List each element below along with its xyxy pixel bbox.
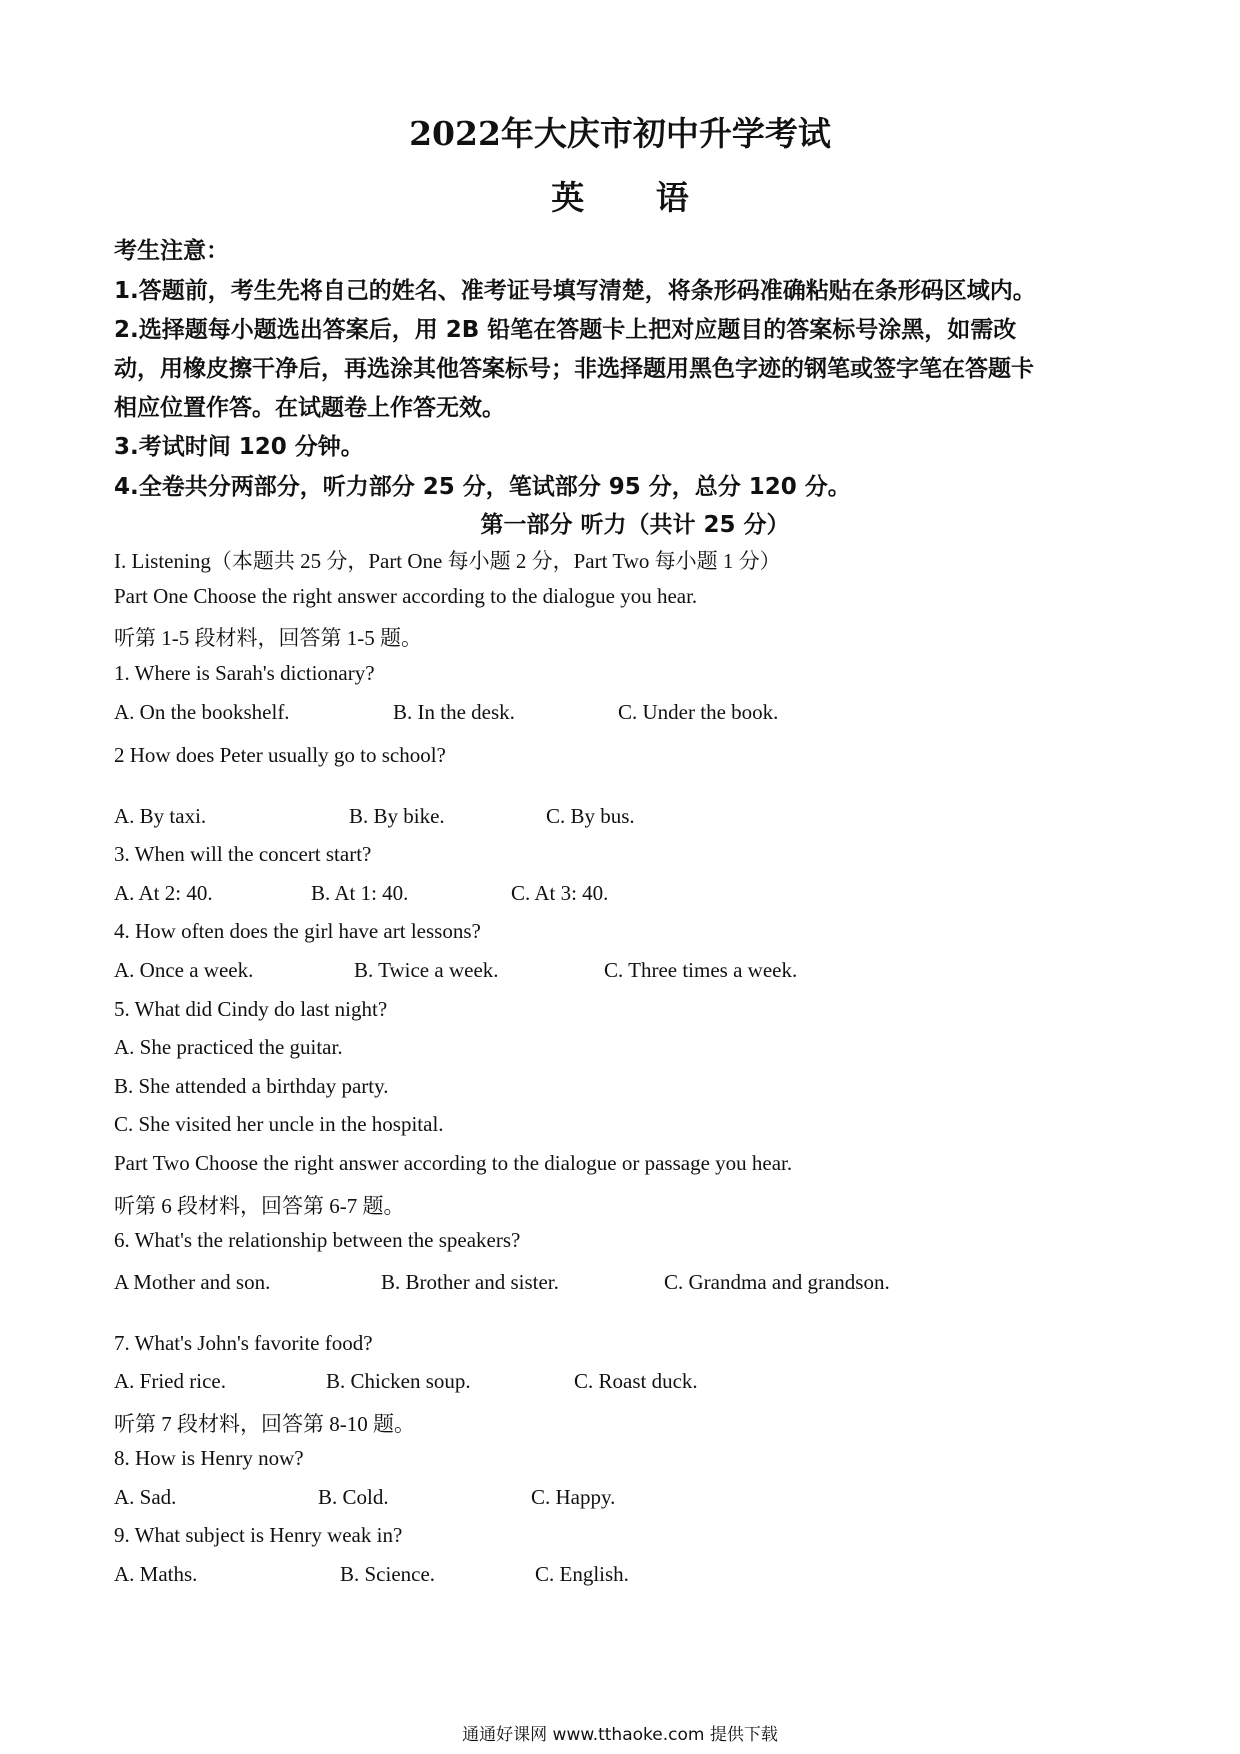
part-one-instruction: Part One Choose the right answer according to the dialogue you hear. — [114, 584, 698, 608]
option-1b: B. In the desk. — [393, 700, 515, 724]
page-footer: 通通好课网 www.tthaoke.com 提供下载 — [462, 1725, 778, 1745]
exam-subject: 英 语 — [551, 178, 719, 217]
option-7c: C. Roast duck. — [574, 1369, 698, 1393]
option-3b: B. At 1: 40. — [311, 881, 409, 905]
option-2c: C. By bus. — [546, 804, 635, 828]
option-9b: B. Science. — [340, 1562, 436, 1586]
notice-line: 4.全卷共分两部分，听力部分 25 分，笔试部分 95 分，总分 120 分。 — [114, 474, 851, 500]
question-9: 9. What subject is Henry weak in? — [114, 1523, 403, 1547]
question-7: 7. What's John's favorite food? — [114, 1331, 373, 1355]
option-8b: B. Cold. — [318, 1485, 389, 1509]
question-8: 8. How is Henry now? — [114, 1446, 304, 1470]
notice-line: 3.考试时间 120 分钟。 — [114, 434, 364, 460]
option-6c: C. Grandma and grandson. — [664, 1270, 890, 1294]
option-4a: A. Once a week. — [114, 958, 254, 982]
exam-title: 2022年大庆市初中升学考试 — [409, 114, 831, 153]
question-2: 2 How does Peter usually go to school? — [114, 743, 446, 767]
material-note: 听第 6 段材料，回答第 6-7 题。 — [114, 1194, 405, 1218]
option-8c: C. Happy. — [531, 1485, 616, 1509]
question-4: 4. How often does the girl have art lessons? — [114, 919, 481, 943]
material-note: 听第 1-5 段材料，回答第 1-5 题。 — [114, 626, 422, 650]
option-2b: B. By bike. — [349, 804, 445, 828]
option-5a: A. She practiced the guitar. — [114, 1035, 343, 1059]
listening-intro: I. Listening（本题共 25 分，Part One 每小题 2 分，Part Two 每小题 1 分） — [114, 549, 781, 573]
question-1: 1. Where is Sarah's dictionary? — [114, 661, 375, 685]
option-1c: C. Under the book. — [618, 700, 779, 724]
material-note: 听第 7 段材料，回答第 8-10 题。 — [114, 1412, 415, 1436]
option-9c: C. English. — [535, 1562, 629, 1586]
option-4b: B. Twice a week. — [354, 958, 499, 982]
notice-line: 动，用橡皮擦干净后，再选涂其他答案标号；非选择题用黑色字迹的钢笔或签字笔在答题卡 — [114, 356, 1034, 382]
option-4c: C. Three times a week. — [604, 958, 798, 982]
question-5: 5. What did Cindy do last night? — [114, 997, 388, 1021]
notice-line: 2.选择题每小题选出答案后，用 2B 铅笔在答题卡上把对应题目的答案标号涂黑，如需改 — [114, 317, 1017, 343]
option-3a: A. At 2: 40. — [114, 881, 213, 905]
option-5b: B. She attended a birthday party. — [114, 1074, 389, 1098]
option-2a: A. By taxi. — [114, 804, 207, 828]
part-two-instruction: Part Two Choose the right answer according to the dialogue or passage you hear. — [114, 1151, 793, 1175]
option-3c: C. At 3: 40. — [511, 881, 609, 905]
notice-line: 1.答题前，考生先将自己的姓名、准考证号填写清楚，将条形码准确粘贴在条形码区域内。 — [114, 278, 1036, 304]
option-7a: A. Fried rice. — [114, 1369, 226, 1393]
option-9a: A. Maths. — [114, 1562, 198, 1586]
notice-line: 相应位置作答。在试题卷上作答无效。 — [114, 395, 505, 421]
notice-heading: 考生注意： — [114, 238, 229, 264]
option-1a: A. On the bookshelf. — [114, 700, 290, 724]
option-6b: B. Brother and sister. — [381, 1270, 559, 1294]
question-6: 6. What's the relationship between the speakers? — [114, 1228, 521, 1252]
option-7b: B. Chicken soup. — [326, 1369, 471, 1393]
option-5c: C. She visited her uncle in the hospital. — [114, 1112, 444, 1136]
section-title: 第一部分 听力（共计 25 分） — [480, 512, 790, 538]
option-8a: A. Sad. — [114, 1485, 177, 1509]
question-3: 3. When will the concert start? — [114, 842, 372, 866]
option-6a: A Mother and son. — [114, 1270, 271, 1294]
